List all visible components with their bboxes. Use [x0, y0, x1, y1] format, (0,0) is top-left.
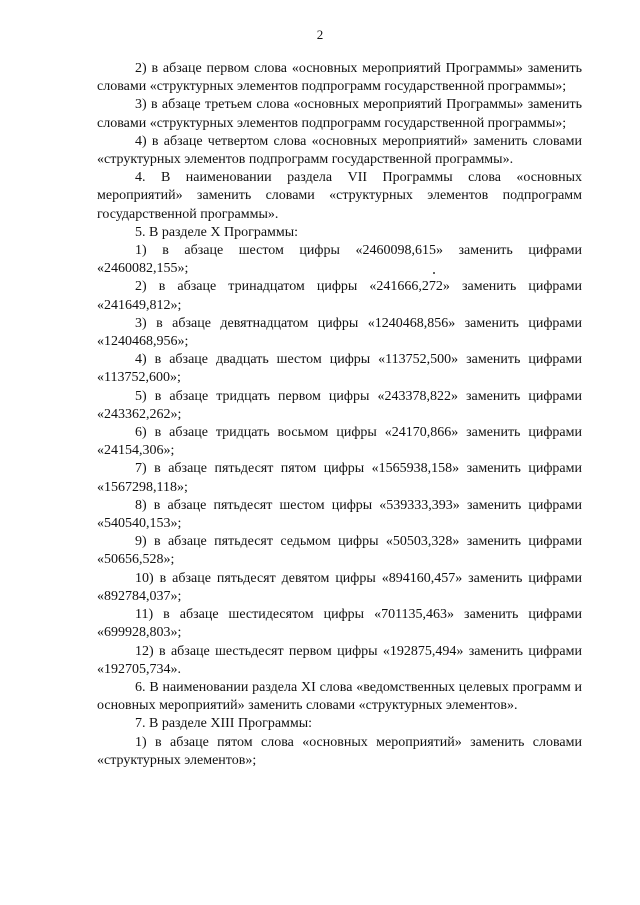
paragraph: 3) в абзаце третьем слова «основных мероприятий Программы» заменить словами «структурных элементов подпрограмм государственной программы»; [97, 97, 582, 131]
paragraph: 12) в абзаце шестьдесят первом цифры «192875,494» заменить цифрами «192705,734». [97, 643, 582, 677]
document-body [97, 60, 582, 770]
paragraph: 5. В разделе X Программы: [135, 224, 299, 240]
paragraph: 7) в абзаце пятьдесят пятом цифры «1565938,158» заменить цифрами «1567298,118»; [97, 461, 582, 495]
paragraph: 8) в абзаце пятьдесят шестом цифры «539333,393» заменить цифрами «540540,153»; [97, 497, 582, 532]
paragraph: 1) в абзаце шестом цифры «2460098,615» заменить цифрами «2460082,155»; [97, 243, 582, 277]
paragraph: 5) в абзаце тридцать первом цифры «243378,822» заменить цифрами «243362,262»; [97, 388, 582, 422]
paragraph: 6) в абзаце тридцать восьмом цифры «24170,866» заменить цифрами «24154,306»; [97, 425, 582, 459]
paragraph: 3) в абзаце девятнадцатом цифры «1240468,856» заменить цифрами «1240468,956»; [97, 315, 582, 350]
paragraph: 9) в абзаце пятьдесят седьмом цифры «50503,328» заменить цифрами «50656,528»; [97, 534, 582, 568]
paragraph: 4) в абзаце четвертом слова «основных мероприятий» заменить словами «структурных элементов подпрограмм государственной программы». [97, 133, 582, 168]
paragraph: 6. В наименовании раздела XI слова «ведомственных целевых программ и основных мероприятий» заменить словами «структурных элементов». [97, 679, 582, 714]
page-number: 2 [316, 27, 324, 42]
paragraph: 4. В наименовании раздела VII Программы слова «основных мероприятий» заменить словами «структурных элементов подпрограмм государственной программы». [97, 170, 582, 222]
paragraph: 7. В разделе XIII Программы: [135, 716, 313, 732]
paragraph: 2) в абзаце первом слова «основных мероприятий Программы» заменить словами «структурных элементов подпрограмм государственной программы»; [97, 61, 582, 95]
paragraph: 4) в абзаце двадцать шестом цифры «113752,500» заменить цифрами «113752,600»; [97, 352, 582, 386]
scan-speck [433, 272, 435, 274]
paragraph: 2) в абзаце тринадцатом цифры «241666,272» заменить цифрами «241649,812»; [97, 279, 582, 313]
paragraph: 1) в абзаце пятом слова «основных мероприятий» заменить словами «структурных элементов»; [97, 734, 582, 768]
paragraph: 10) в абзаце пятьдесят девятом цифры «894160,457» заменить цифрами «892784,037»; [97, 570, 582, 604]
paragraph: 11) в абзаце шестидесятом цифры «701135,463» заменить цифрами «699928,803»; [97, 607, 582, 641]
